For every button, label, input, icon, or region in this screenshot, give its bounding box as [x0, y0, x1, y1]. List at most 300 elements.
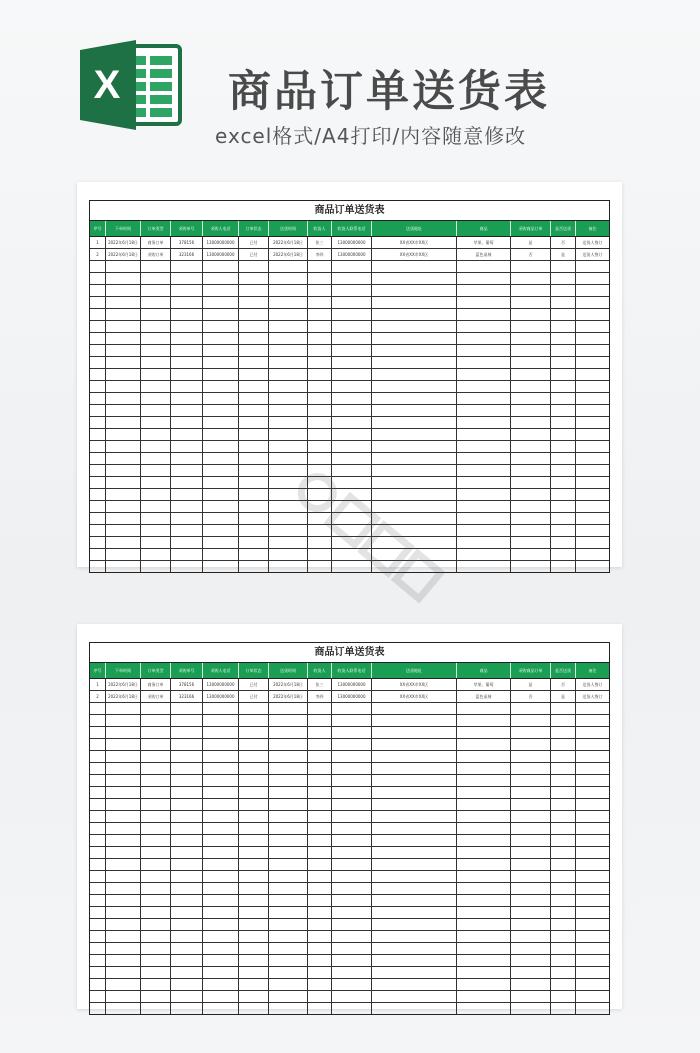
table-cell [239, 333, 269, 344]
table-cell: 378156 [171, 237, 203, 248]
table-cell [308, 751, 332, 762]
table-cell [203, 393, 239, 404]
table-cell: 2022年6月18日 [269, 691, 308, 702]
table-cell: 2022年6月18日 [106, 237, 141, 248]
table-cell [269, 321, 308, 332]
table-cell [372, 333, 457, 344]
table-cell [511, 525, 551, 536]
table-cell [239, 273, 269, 284]
table-cell [332, 763, 372, 774]
table-cell [269, 715, 308, 726]
table-cell [576, 501, 609, 512]
table-cell [171, 405, 203, 416]
table-cell [106, 297, 141, 308]
table-cell [90, 273, 106, 284]
table-cell [90, 525, 106, 536]
table-cell [372, 835, 457, 846]
table-cell [457, 513, 511, 524]
table-cell [269, 309, 308, 320]
table-row [90, 943, 609, 955]
table-cell [551, 955, 576, 966]
table-cell [511, 703, 551, 714]
table-cell [239, 549, 269, 560]
table-cell [511, 727, 551, 738]
table-cell [332, 297, 372, 308]
table-cell [239, 763, 269, 774]
table-cell [269, 727, 308, 738]
table-cell [239, 871, 269, 882]
table-cell [171, 787, 203, 798]
table-cell [457, 309, 511, 320]
table-cell [90, 489, 106, 500]
table-cell [171, 525, 203, 536]
table-cell [308, 775, 332, 786]
table-cell [90, 931, 106, 942]
table-cell [171, 489, 203, 500]
table-cell [106, 357, 141, 368]
table-cell [308, 871, 332, 882]
table-cell [457, 715, 511, 726]
table-cell [308, 739, 332, 750]
table-cell [551, 703, 576, 714]
column-header: 序号 [90, 221, 106, 236]
table-cell [203, 321, 239, 332]
table-cell [106, 703, 141, 714]
table-cell [141, 357, 171, 368]
column-header: 商品 [457, 221, 511, 236]
table-cell [141, 381, 171, 392]
table-cell [106, 715, 141, 726]
table-cell [203, 931, 239, 942]
table-cell [90, 465, 106, 476]
table-cell [457, 357, 511, 368]
table-cell [141, 883, 171, 894]
table-cell [171, 943, 203, 954]
table-cell [332, 393, 372, 404]
table-cell [576, 309, 609, 320]
table-cell [141, 297, 171, 308]
table-cell [551, 405, 576, 416]
table-cell [576, 369, 609, 380]
table-cell [106, 549, 141, 560]
table-cell [332, 847, 372, 858]
table-cell [551, 429, 576, 440]
table-cell [372, 751, 457, 762]
table-cell [308, 919, 332, 930]
table-cell [90, 751, 106, 762]
table-cell [90, 453, 106, 464]
table-cell [141, 273, 171, 284]
table-cell [551, 381, 576, 392]
table-cell [203, 333, 239, 344]
table-cell [239, 991, 269, 1002]
table-cell [511, 381, 551, 392]
table-cell [372, 907, 457, 918]
table-cell [203, 727, 239, 738]
table-cell [511, 501, 551, 512]
table-cell: 已付 [239, 237, 269, 248]
table-cell [511, 799, 551, 810]
table-cell [308, 393, 332, 404]
table-cell [551, 417, 576, 428]
table-cell [457, 453, 511, 464]
table-cell [141, 895, 171, 906]
table-cell [332, 799, 372, 810]
table-cell [141, 489, 171, 500]
table-cell [269, 895, 308, 906]
table-cell [141, 309, 171, 320]
table-cell [308, 357, 332, 368]
table-cell [203, 369, 239, 380]
table-cell [203, 441, 239, 452]
table-cell [171, 883, 203, 894]
table-row [90, 381, 609, 393]
table-cell [171, 549, 203, 560]
table-cell [90, 871, 106, 882]
table-cell [457, 751, 511, 762]
table-cell [457, 919, 511, 930]
table-cell [106, 429, 141, 440]
table-cell [372, 967, 457, 978]
sheet-preview-2 [77, 624, 622, 1009]
table-cell: 张三 [308, 237, 332, 248]
table-cell [141, 955, 171, 966]
table-cell [511, 441, 551, 452]
table-cell [457, 763, 511, 774]
table-cell [239, 943, 269, 954]
table-cell [457, 441, 511, 452]
table-cell [576, 967, 609, 978]
table-cell [511, 979, 551, 990]
table-row [90, 835, 609, 847]
table-cell [457, 381, 511, 392]
table-cell [332, 381, 372, 392]
table-cell [171, 751, 203, 762]
table-cell [203, 751, 239, 762]
table-cell [171, 775, 203, 786]
table-cell [332, 345, 372, 356]
table-cell [106, 273, 141, 284]
table-cell [551, 991, 576, 1002]
table-cell [551, 477, 576, 488]
table-cell [203, 381, 239, 392]
table-cell [576, 775, 609, 786]
table-cell [203, 261, 239, 272]
table-cell: 已付 [239, 679, 269, 690]
table-cell [457, 727, 511, 738]
table-cell [171, 859, 203, 870]
table-cell [269, 1003, 308, 1014]
table-cell [576, 727, 609, 738]
table-cell [239, 489, 269, 500]
table-cell [90, 333, 106, 344]
table-cell [551, 799, 576, 810]
column-header: 收货人 [308, 663, 332, 678]
table-cell [171, 441, 203, 452]
table-cell [141, 333, 171, 344]
table-cell [308, 823, 332, 834]
table-cell: 13000000000 [332, 691, 372, 702]
table-cell [203, 417, 239, 428]
table-cell [511, 955, 551, 966]
table-cell [372, 955, 457, 966]
excel-logo-icon [80, 40, 184, 130]
table-cell [457, 835, 511, 846]
table-cell [269, 859, 308, 870]
table-cell [141, 477, 171, 488]
table-cell [171, 321, 203, 332]
table-cell [511, 453, 551, 464]
table-cell [203, 835, 239, 846]
table-row [90, 739, 609, 751]
table-row [90, 333, 609, 345]
table-row [90, 417, 609, 429]
table-cell [511, 489, 551, 500]
table-cell [511, 393, 551, 404]
table-cell [372, 405, 457, 416]
table-cell [576, 811, 609, 822]
table-title: 商品订单送货表 [90, 201, 609, 221]
table-cell [457, 907, 511, 918]
table-cell [511, 537, 551, 548]
table-cell [239, 919, 269, 930]
table-cell [269, 811, 308, 822]
table-cell [106, 393, 141, 404]
table-cell [457, 811, 511, 822]
table-cell [511, 549, 551, 560]
column-header: 采购商品订单 [511, 663, 551, 678]
table-cell [332, 835, 372, 846]
table-cell [106, 1003, 141, 1014]
table-cell [576, 955, 609, 966]
table-cell [203, 297, 239, 308]
table-cell: XX省XX市XX区 [372, 679, 457, 690]
table-cell [106, 501, 141, 512]
table-cell [269, 799, 308, 810]
table-cell [511, 561, 551, 572]
table-cell: 2 [90, 249, 106, 260]
table-cell [141, 321, 171, 332]
table-cell [576, 895, 609, 906]
table-cell [141, 931, 171, 942]
table-cell [171, 465, 203, 476]
table-cell: 李四 [308, 691, 332, 702]
table-cell [239, 453, 269, 464]
table-cell [511, 739, 551, 750]
table-cell [511, 991, 551, 1002]
table-cell [141, 979, 171, 990]
table-cell [551, 465, 576, 476]
table-cell [269, 763, 308, 774]
table-cell [551, 369, 576, 380]
table-cell [269, 847, 308, 858]
table-row [90, 679, 609, 691]
table-cell [457, 859, 511, 870]
table-cell [332, 739, 372, 750]
table-cell [332, 357, 372, 368]
column-header: 商品 [457, 663, 511, 678]
table-cell [372, 763, 457, 774]
table-cell [171, 715, 203, 726]
table-cell [332, 883, 372, 894]
table-cell: 13000000000 [203, 237, 239, 248]
table-cell [141, 417, 171, 428]
table-cell [308, 309, 332, 320]
table-cell: 13000000000 [203, 691, 239, 702]
table-cell [332, 333, 372, 344]
table-cell [551, 727, 576, 738]
table-cell [332, 309, 372, 320]
table-cell [90, 417, 106, 428]
table-cell: 否 [511, 249, 551, 260]
table-cell [141, 1003, 171, 1014]
table-cell [551, 393, 576, 404]
table-cell [551, 345, 576, 356]
table-cell [551, 979, 576, 990]
table-cell [171, 297, 203, 308]
table-cell [372, 931, 457, 942]
table-cell [106, 285, 141, 296]
table-cell [106, 537, 141, 548]
table-cell [511, 357, 551, 368]
table-row [90, 357, 609, 369]
table-cell [239, 727, 269, 738]
table-cell [203, 763, 239, 774]
table-cell [90, 883, 106, 894]
table-cell [576, 489, 609, 500]
table-cell [332, 727, 372, 738]
table-cell [269, 931, 308, 942]
table-cell [511, 261, 551, 272]
table-cell [457, 931, 511, 942]
table-cell [576, 345, 609, 356]
table-cell [551, 1003, 576, 1014]
table-cell [511, 751, 551, 762]
delivery-table [89, 642, 610, 1015]
table-cell [106, 489, 141, 500]
table-cell [239, 847, 269, 858]
column-header: 送货地址 [372, 221, 457, 236]
table-cell [308, 811, 332, 822]
table-cell [457, 261, 511, 272]
table-cell [308, 1003, 332, 1014]
table-row [90, 393, 609, 405]
table-cell: 2022年6月18日 [106, 691, 141, 702]
table-cell [141, 285, 171, 296]
table-cell [171, 703, 203, 714]
table-cell [203, 943, 239, 954]
table-row [90, 237, 609, 249]
table-cell [551, 537, 576, 548]
table-cell [576, 273, 609, 284]
table-cell: 采购订单 [141, 691, 171, 702]
table-cell [457, 465, 511, 476]
table-cell [141, 393, 171, 404]
table-cell [308, 967, 332, 978]
table-cell [106, 405, 141, 416]
table-cell [551, 715, 576, 726]
table-cell [576, 429, 609, 440]
table-cell [141, 775, 171, 786]
table-cell [106, 943, 141, 954]
table-cell [269, 333, 308, 344]
table-cell [457, 895, 511, 906]
table-cell [239, 261, 269, 272]
table-cell [141, 561, 171, 572]
table-cell: 否 [551, 679, 576, 690]
table-cell [576, 525, 609, 536]
table-cell [203, 405, 239, 416]
svg-text:X: X [93, 63, 121, 107]
table-cell [511, 943, 551, 954]
table-cell [511, 775, 551, 786]
table-cell [576, 321, 609, 332]
table-cell [576, 739, 609, 750]
table-cell [90, 835, 106, 846]
table-cell [372, 871, 457, 882]
table-row [90, 979, 609, 991]
table-cell [511, 907, 551, 918]
table-cell [308, 417, 332, 428]
table-cell [106, 739, 141, 750]
column-header: 订单类型 [141, 221, 171, 236]
table-row [90, 991, 609, 1003]
table-cell [106, 513, 141, 524]
table-cell [551, 883, 576, 894]
table-cell [239, 477, 269, 488]
table-cell: 13000000000 [203, 249, 239, 260]
table-cell: 苹果、葡萄 [457, 237, 511, 248]
table-cell [141, 763, 171, 774]
table-cell [203, 477, 239, 488]
table-title: 商品订单送货表 [90, 643, 609, 663]
table-cell [332, 823, 372, 834]
table-cell [141, 715, 171, 726]
table-cell: 323166 [171, 249, 203, 260]
table-cell [90, 441, 106, 452]
table-cell: 2022年6月18日 [269, 237, 308, 248]
table-cell [171, 1003, 203, 1014]
table-cell [203, 453, 239, 464]
table-cell [511, 835, 551, 846]
table-cell [171, 345, 203, 356]
table-cell [106, 907, 141, 918]
table-cell [90, 919, 106, 930]
table-cell [203, 501, 239, 512]
table-cell [308, 979, 332, 990]
table-cell [239, 907, 269, 918]
table-cell [551, 907, 576, 918]
table-cell [576, 453, 609, 464]
column-header: 订单类型 [141, 663, 171, 678]
table-cell: XX省XX市XX区 [372, 691, 457, 702]
table-cell [457, 489, 511, 500]
table-cell [372, 261, 457, 272]
table-cell [90, 345, 106, 356]
table-cell [90, 799, 106, 810]
table-cell [171, 357, 203, 368]
table-cell [203, 513, 239, 524]
table-cell [106, 751, 141, 762]
table-cell [90, 1003, 106, 1014]
column-header: 采购单号 [171, 663, 203, 678]
table-cell [239, 895, 269, 906]
table-cell [239, 441, 269, 452]
table-row [90, 1003, 609, 1014]
table-cell [269, 381, 308, 392]
table-cell [372, 369, 457, 380]
table-cell [457, 799, 511, 810]
